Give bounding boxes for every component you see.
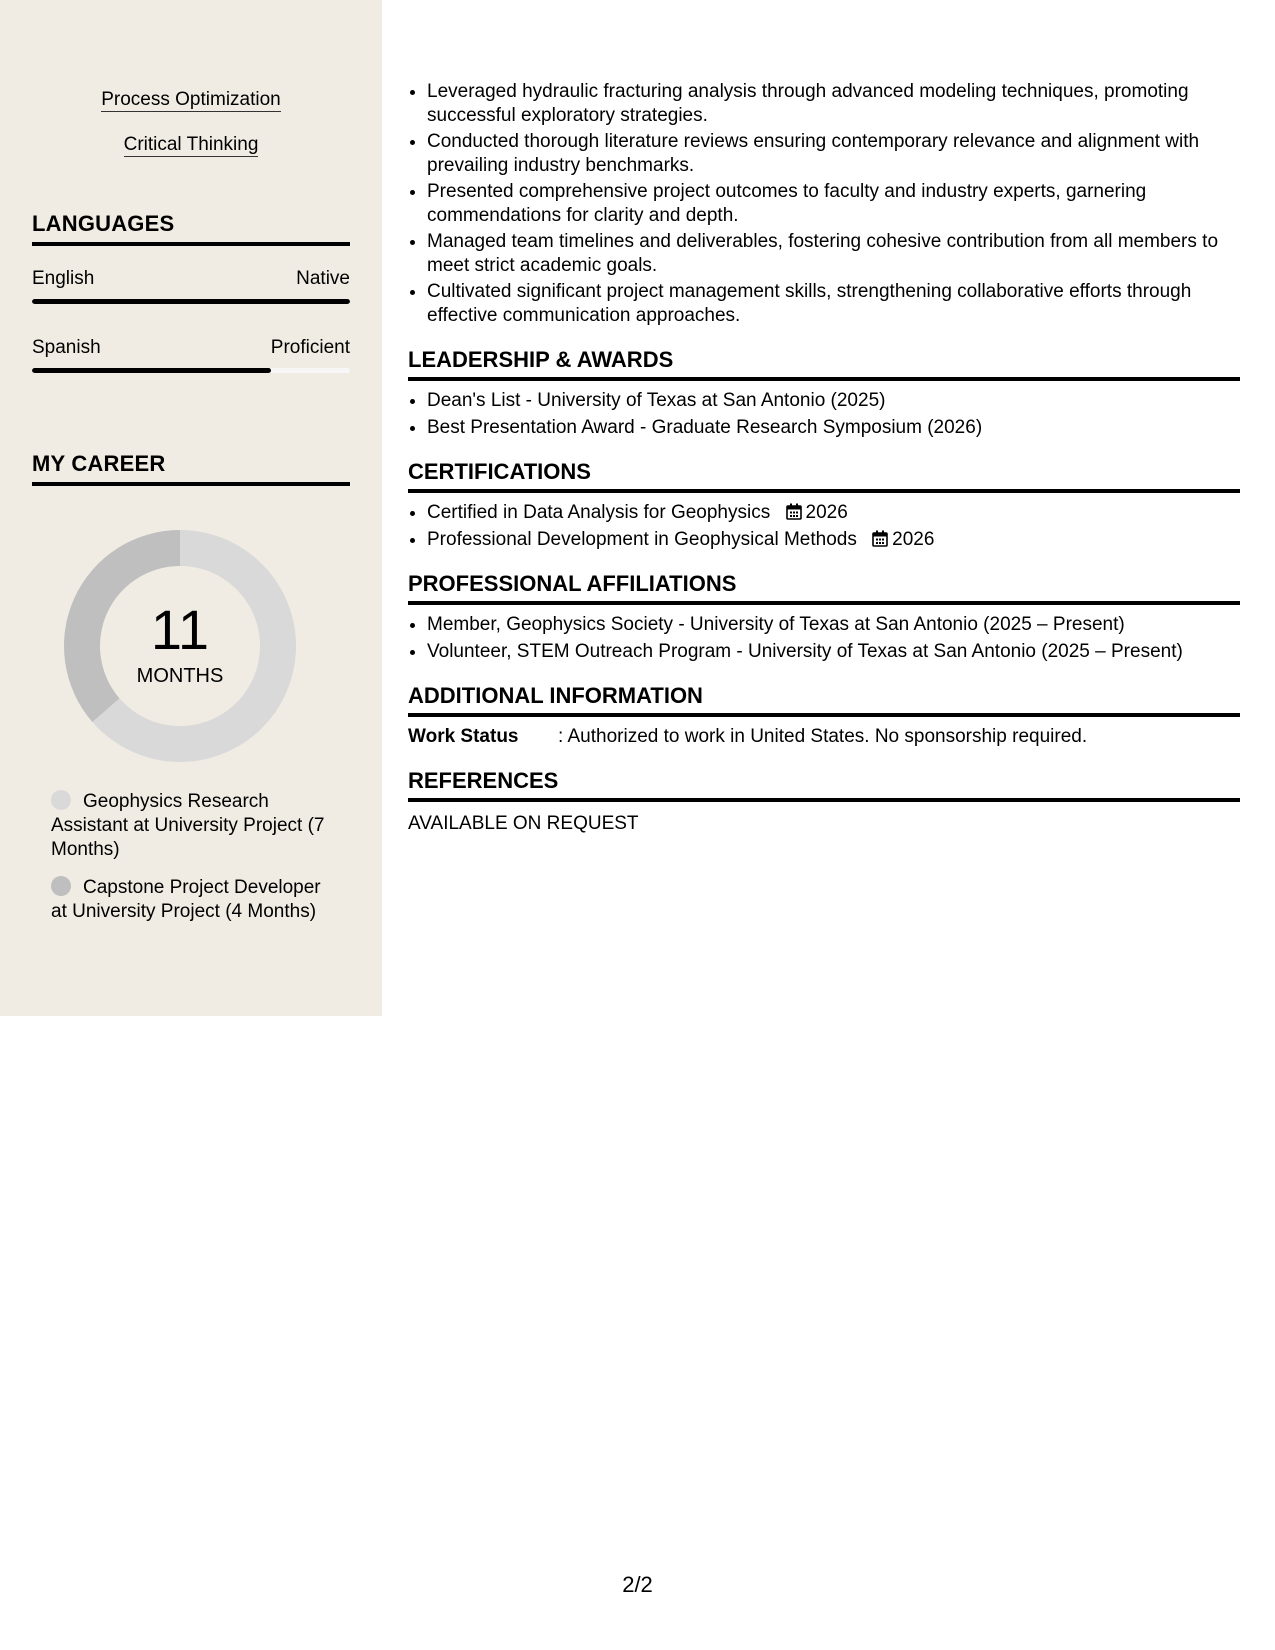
career-heading: MY CAREER (32, 450, 350, 486)
list-item: • Volunteer, STEM Outreach Program - University of Texas at San Antonio (2025 – Present) (427, 640, 1240, 664)
sidebar (0, 0, 382, 1016)
calendar-icon (872, 530, 888, 547)
list-item: • Presented comprehensive project outcomes to faculty and industry experts, garnering commendations for clarity and depth. (427, 180, 1240, 228)
list-item: • Professional Development in Geophysical Methods 2026 (427, 528, 1240, 552)
career-legend-item: Geophysics Research Assistant at University Project (7 Months) (51, 791, 325, 860)
work-status-row (408, 725, 1240, 749)
legend-dot (51, 790, 71, 810)
work-status-value: : Authorized to work in United States. No sponsorship required. (558, 726, 1088, 747)
language-level-bar (32, 299, 350, 304)
language-level-fill (32, 299, 350, 304)
list-item: • Best Presentation Award - Graduate Research Symposium (2026) (427, 416, 1240, 440)
work-status-label: Work Status (408, 726, 519, 747)
affiliations-heading: PROFESSIONAL AFFILIATIONS (408, 570, 1240, 605)
experience-bullets (408, 80, 1240, 328)
affiliations-list (408, 613, 1240, 664)
list-item: • Leveraged hydraulic fracturing analysis through advanced modeling techniques, promoting successful exploratory strategies. (427, 80, 1240, 128)
language-name: English (32, 268, 95, 289)
calendar-icon (786, 503, 802, 520)
language-row (32, 267, 350, 291)
certifications-list (408, 501, 1240, 552)
language-name: Spanish (32, 337, 101, 358)
career-legend-item: Capstone Project Developer at University Project (4 Months) (51, 877, 321, 922)
career-total-months: 11 (150, 598, 210, 661)
references-text: AVAILABLE ON REQUEST (408, 813, 639, 834)
languages-heading: LANGUAGES (32, 210, 350, 246)
certifications-heading: CERTIFICATIONS (408, 458, 1240, 493)
skill-item: Process Optimization (101, 89, 281, 110)
main-content (408, 80, 1240, 836)
language-level-fill (32, 368, 271, 373)
language-level: Native (296, 268, 350, 289)
skill-item: Critical Thinking (123, 134, 259, 155)
language-row (32, 336, 350, 360)
list-item: • Member, Geophysics Society - University of Texas at San Antonio (2025 – Present) (427, 613, 1240, 637)
list-item: • Dean's List - University of Texas at San Antonio (2025) (427, 389, 1240, 413)
list-item: • Cultivated significant project management skills, strengthening collaborative efforts through effective communication approaches. (427, 280, 1240, 328)
leadership-heading: LEADERSHIP & AWARDS (408, 346, 1240, 381)
career-total-unit: MONTHS (136, 665, 224, 687)
references-heading: REFERENCES (408, 767, 1240, 802)
list-item: • Conducted thorough literature reviews ensuring contemporary relevance and alignment with prevailing industry benchmarks. (427, 130, 1240, 178)
language-level: Proficient (270, 337, 350, 358)
list-item: • Managed team timelines and deliverables, fostering cohesive contribution from all members to meet strict academic goals. (427, 230, 1240, 278)
list-item: • Certified in Data Analysis for Geophysics 2026 (427, 501, 1240, 525)
language-level-bar (32, 368, 350, 373)
legend-dot (51, 876, 71, 896)
page-number: 2/2 (622, 1572, 653, 1597)
additional-info-heading: ADDITIONAL INFORMATION (408, 682, 1240, 717)
leadership-list (408, 389, 1240, 440)
